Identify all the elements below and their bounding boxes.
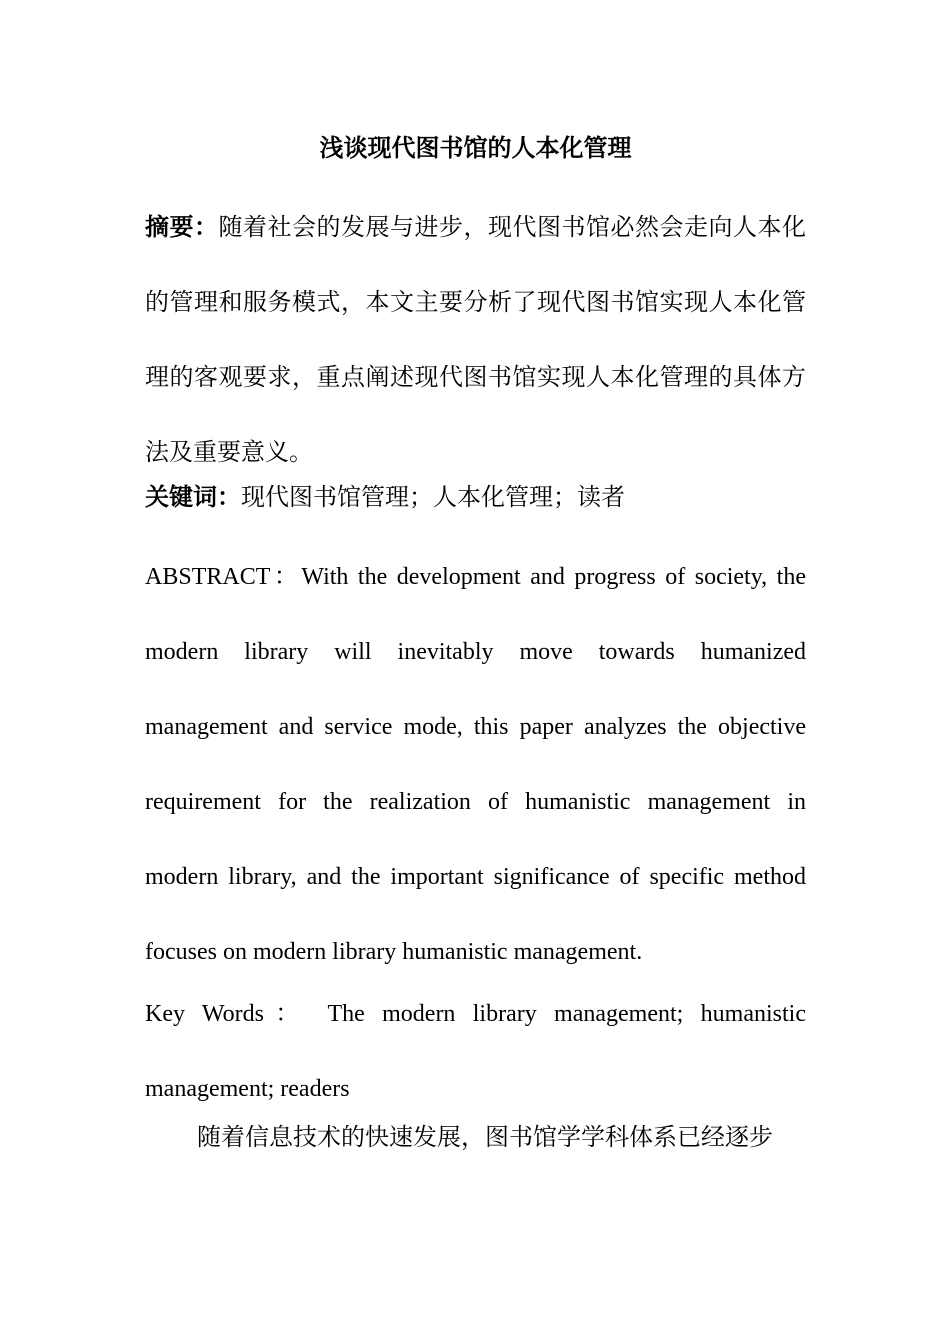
abstract-en <box>145 540 806 990</box>
document-title: 浅谈现代图书馆的人本化管理 <box>319 136 632 162</box>
body-paragraph: 随着信息技术的快速发展，图书馆学学科体系已经逐步 <box>197 1125 773 1151</box>
abstract-cn <box>145 191 806 491</box>
abstract-cn-text: 随着社会的发展与进步，现代图书馆必然会走向人本化的管理和服务模式，本文主要分析了现代图书馆实现人本化管理的客观要求，重点阐述现代图书馆实现人本化管理的具体方法及重要意义。 <box>145 215 806 466</box>
keywords-en-label: Key Words： <box>145 1001 311 1027</box>
abstract-en-text: With the development and progress of society, the modern library will inevitably move towards humanized management and service mode, this paper analyzes the objective requirement for the realization of humanistic management in modern library, and the important significance of specific method focuses on modern library humanistic management. <box>145 564 806 965</box>
document-page <box>145 0 806 1344</box>
keywords-en <box>145 977 806 1127</box>
keywords-cn <box>145 478 806 518</box>
keywords-cn-label: 关键词： <box>145 485 241 511</box>
keywords-cn-text: 现代图书馆管理；人本化管理；读者 <box>241 485 625 511</box>
keywords-en-text: The modern library management; humanistic management; readers <box>145 1001 806 1102</box>
abstract-en-label: ABSTRACT： <box>145 564 302 590</box>
abstract-cn-label: 摘要： <box>145 215 219 241</box>
